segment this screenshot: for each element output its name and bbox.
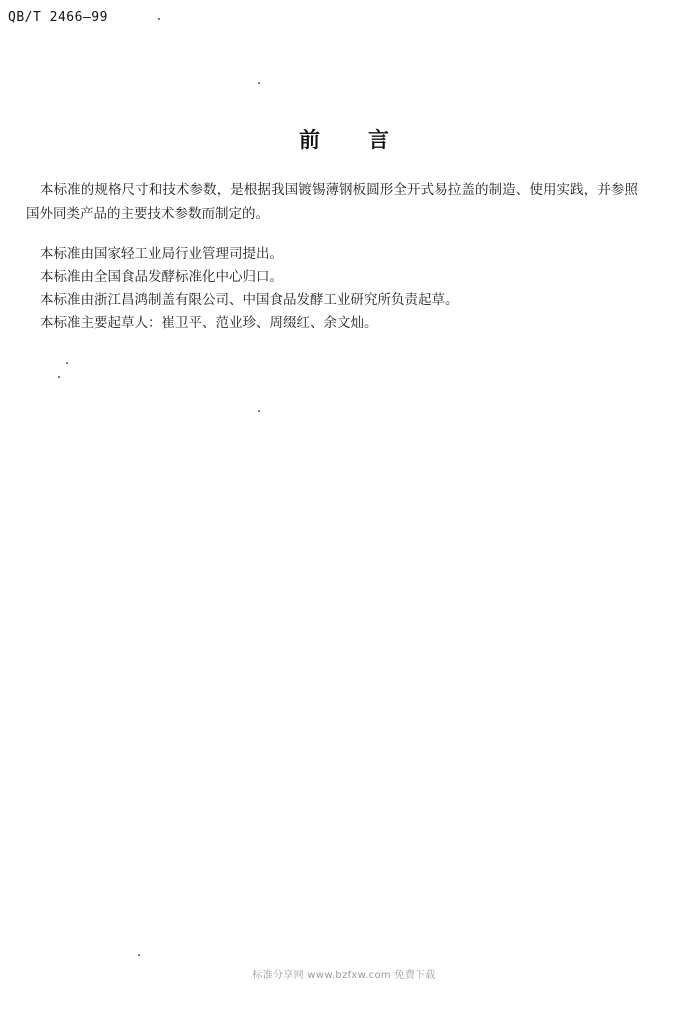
standard-code: QB/T 2466—99 [8,10,108,25]
info-line-drafting-org: 本标准由浙江昌鸿制盖有限公司、中国食品发酵工业研究所负责起草。 [40,292,459,308]
info-line-proposer: 本标准由国家轻工业局行业管理司提出。 [40,246,283,262]
scan-speck [258,82,260,84]
footer-watermark: 标准分享网 www.bzfxw.com 免费下载 [252,970,436,981]
intro-paragraph: 本标准的规格尺寸和技术参数，是根据我国镀锡薄钢板圆形全开式易拉盖的制造、使用实践，并参照国外同类产品的主要技术参数而制定的。 [26,182,638,222]
info-line-administrator: 本标准由全国食品发酵标准化中心归口。 [40,269,283,285]
scan-speck [58,376,60,378]
info-line-drafters: 本标准主要起草人：崔卫平、范业珍、周缀红、余文灿。 [40,315,378,331]
page-title: 前言 [299,127,437,152]
info-list [40,243,640,335]
scan-speck [258,410,260,412]
scan-speck [158,18,160,20]
scan-speck [138,954,140,956]
scan-speck [66,362,68,364]
